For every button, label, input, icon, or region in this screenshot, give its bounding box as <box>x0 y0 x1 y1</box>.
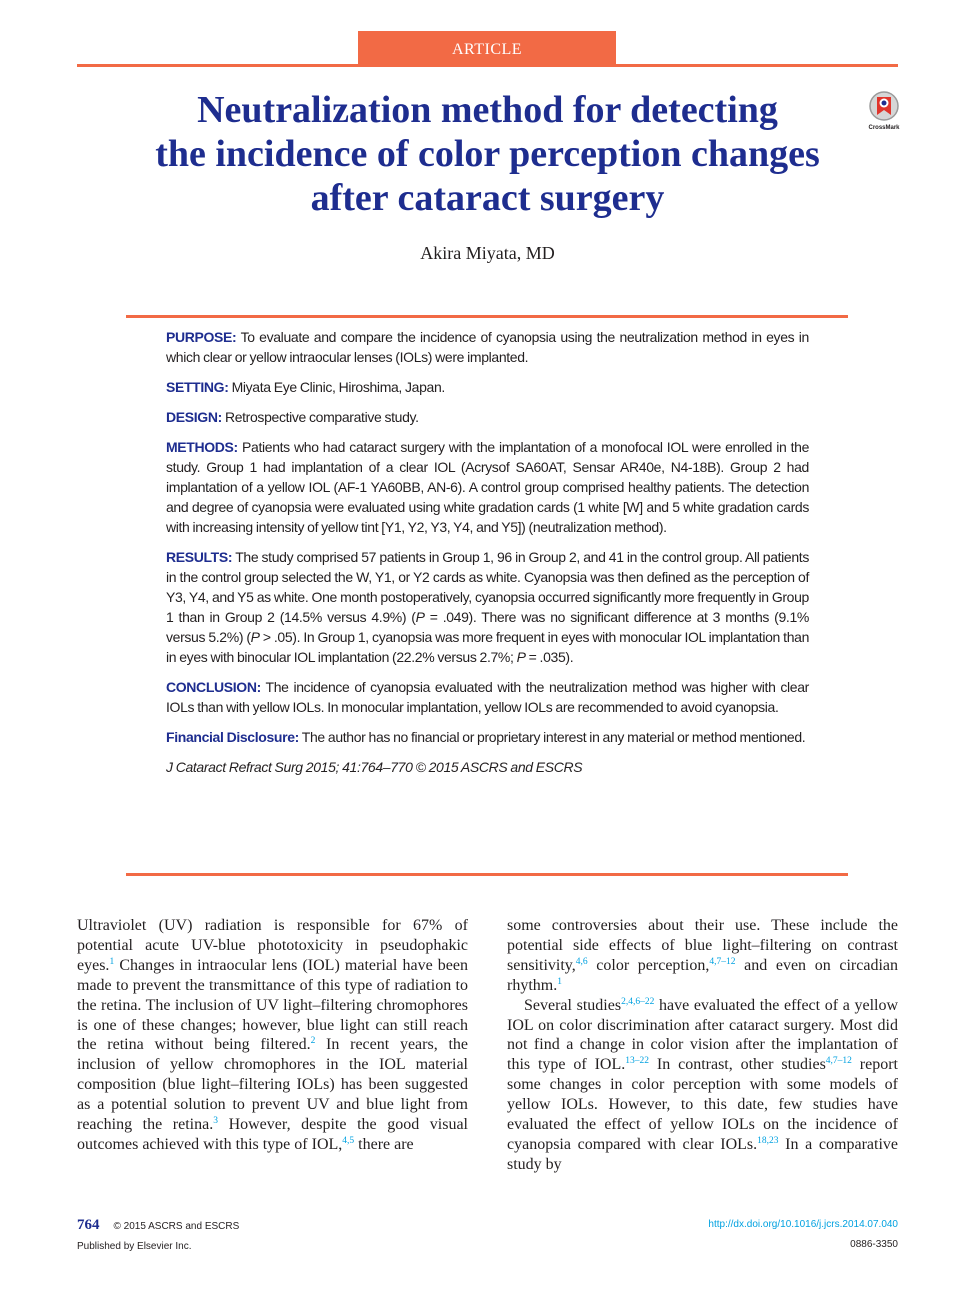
body-column-right <box>507 916 898 1175</box>
crossmark-badge[interactable] <box>865 90 903 130</box>
body-text: In contrast, other studies <box>649 1056 826 1074</box>
results-text: The study comprised 57 patients in Group 1, 96 in Group 2, and 41 in the control group. All patients in the control group selected the W, Y1, or Y2 cards as white. Cyanopsia was then defined as the perception of Y3, Y4, and Y5 as white. One month postoperatively, cyanopsia occurred significantly more frequently in Group 1 than in Group 2 (14.5% versus 4.9%) ( <box>166 549 809 625</box>
footer-publisher: Published by Elsevier Inc. <box>77 1241 192 1252</box>
purpose-label: PURPOSE: <box>166 329 237 345</box>
methods-label: METHODS: <box>166 439 238 455</box>
conclusion-label: CONCLUSION: <box>166 679 261 695</box>
body-column-left <box>77 916 468 1155</box>
body-text: report some changes in color perception with some models of yellow IOLs. However, to this date, few studies have evaluated the effect of yellow IOLs on the incidence of cyanopsia compared with clear IOLs. <box>507 1056 898 1153</box>
reference-link[interactable]: 13–22 <box>625 1056 650 1067</box>
body-text: some controversies about their use. These include the potential side effects of blue light–filtering on contrast sensitivity, <box>507 917 898 974</box>
abstract-results <box>166 547 809 667</box>
body-paragraph <box>507 916 898 996</box>
doi-link[interactable]: http://dx.doi.org/10.1016/j.jcrs.2014.07.040 <box>708 1219 898 1230</box>
body-text: However, despite the good visual outcomes achieved with this type of IOL, <box>77 1116 469 1153</box>
body-text: Several studies <box>524 996 622 1014</box>
disclosure-text: The author has no financial or proprietary interest in any material or method mentioned. <box>301 729 806 745</box>
methods-text: Patients who had cataract surgery with the implantation of a monofocal IOL were enrolled in the study. Group 1 had implantation of a clear IOL (Acrysof SA60AT, Sensar AR40e, N4-18B). Group 2 had implantation of a yellow IOL (AF-1 YA60BB, AN-6). A control group comprised healthy patients. The detection and degree of cyanopsia were evaluated using white gradation cards (1 white [W] and 5 white gradation cards with increasing intensity of yellow tint [Y1, Y2, Y3, Y4, and Y5]) (neutralization method). <box>166 439 810 535</box>
abstract-bottom-divider <box>126 873 848 876</box>
reference-link[interactable]: 1 <box>109 956 115 967</box>
body-text: Ultraviolet (UV) radiation is responsible for 67% of potential acute UV-blue phototoxicity in pseudophakic eyes. <box>77 917 468 974</box>
results-text: = .035). <box>525 649 574 665</box>
reference-link[interactable]: 4,7–12 <box>709 956 736 967</box>
body-text: and even on circadian rhythm. <box>507 956 898 994</box>
title-line: the incidence of color perception changes <box>155 133 820 175</box>
footer-left <box>77 1215 239 1257</box>
header-divider <box>77 64 898 67</box>
abstract-conclusion <box>166 677 809 717</box>
design-text: Retrospective comparative study. <box>224 409 419 425</box>
conclusion-text: The incidence of cyanopsia evaluated with the neutralization method was higher with clear IOLs than with yellow IOLs. In monocular implantation, yellow IOLs are recommended to avoid cyanopsia. <box>166 679 809 715</box>
results-text: > .05). In Group 1, cyanopsia was more frequent in eyes with monocular IOL implantation than in eyes with binocular IOL implantation (22.2% versus 2.7%; <box>166 629 810 665</box>
abstract-setting <box>166 377 809 397</box>
setting-label: SETTING: <box>166 379 229 395</box>
abstract <box>166 327 809 787</box>
body-paragraph <box>77 916 468 1155</box>
abstract-disclosure <box>166 727 809 747</box>
purpose-text: To evaluate and compare the incidence of cyanopsia using the neutralization method in eyes in which clear or yellow intraocular lenses (IOLs) were implanted. <box>166 329 809 365</box>
results-label: RESULTS: <box>166 549 233 565</box>
article-section-tab: ARTICLE <box>358 31 616 66</box>
p-value-symbol: P <box>415 609 425 625</box>
reference-link[interactable]: 18,23 <box>757 1135 779 1146</box>
body-paragraph <box>507 996 898 1175</box>
footer-right <box>708 1215 898 1255</box>
crossmark-label: CrossMark <box>868 125 900 131</box>
journal-citation: J Cataract Refract Surg 2015; 41:764–770 © 2015 ASCRS and ESCRS <box>166 759 583 775</box>
design-label: DESIGN: <box>166 409 222 425</box>
page-number: 764 <box>77 1217 100 1233</box>
reference-link[interactable]: 4,6 <box>575 956 588 967</box>
body-text: have evaluated the effect of a yellow IOL on color discrimination after cataract surgery. Most did not find a change in color vision after the implantation of this type of IOL. <box>507 996 899 1074</box>
issn: 0886-3350 <box>850 1239 898 1250</box>
reference-link[interactable]: 2 <box>310 1036 316 1047</box>
reference-link[interactable]: 4,7–12 <box>825 1056 852 1067</box>
body-text: Changes in intraocular lens (IOL) material have been made to prevent the transmittance of this type of radiation to the retina. The inclusion of UV light–filtering chromophores is one of these changes; however, blue light can still reach the retina without being filtered. <box>77 956 468 1054</box>
body-text: In a comparative study by <box>507 1135 898 1173</box>
crossmark-icon <box>868 90 900 122</box>
reference-link[interactable]: 1 <box>557 976 562 987</box>
disclosure-label: Financial Disclosure: <box>166 729 299 745</box>
reference-link[interactable]: 3 <box>213 1116 218 1127</box>
footer-copyright: © 2015 ASCRS and ESCRS <box>113 1221 240 1232</box>
abstract-methods <box>166 437 809 537</box>
body-text: color perception, <box>587 956 710 974</box>
setting-text: Miyata Eye Clinic, Hiroshima, Japan. <box>231 379 445 395</box>
reference-link[interactable]: 4,5 <box>342 1135 355 1146</box>
abstract-purpose <box>166 327 809 367</box>
abstract-design <box>166 407 809 427</box>
article-title <box>110 88 865 220</box>
p-value-symbol: P <box>516 649 526 665</box>
body-text: there are <box>354 1135 414 1153</box>
p-value-symbol: P <box>250 629 260 645</box>
abstract-top-divider <box>126 315 848 318</box>
title-line: after cataract surgery <box>310 177 665 219</box>
reference-link[interactable]: 2,4,6–22 <box>621 996 655 1007</box>
results-text: = .049). There was no significant difference at 3 months (9.1% versus 5.2%) ( <box>166 609 810 645</box>
body-text: In recent years, the inclusion of yellow chromophores in the IOL material composition (blue light–filtering IOLs) has been suggested as a potential solution to prevent UV and blue light from reaching the retina. <box>77 1036 468 1134</box>
author-name: Akira Miyata, MD <box>420 243 555 263</box>
title-line: Neutralization method for detecting <box>197 89 778 131</box>
